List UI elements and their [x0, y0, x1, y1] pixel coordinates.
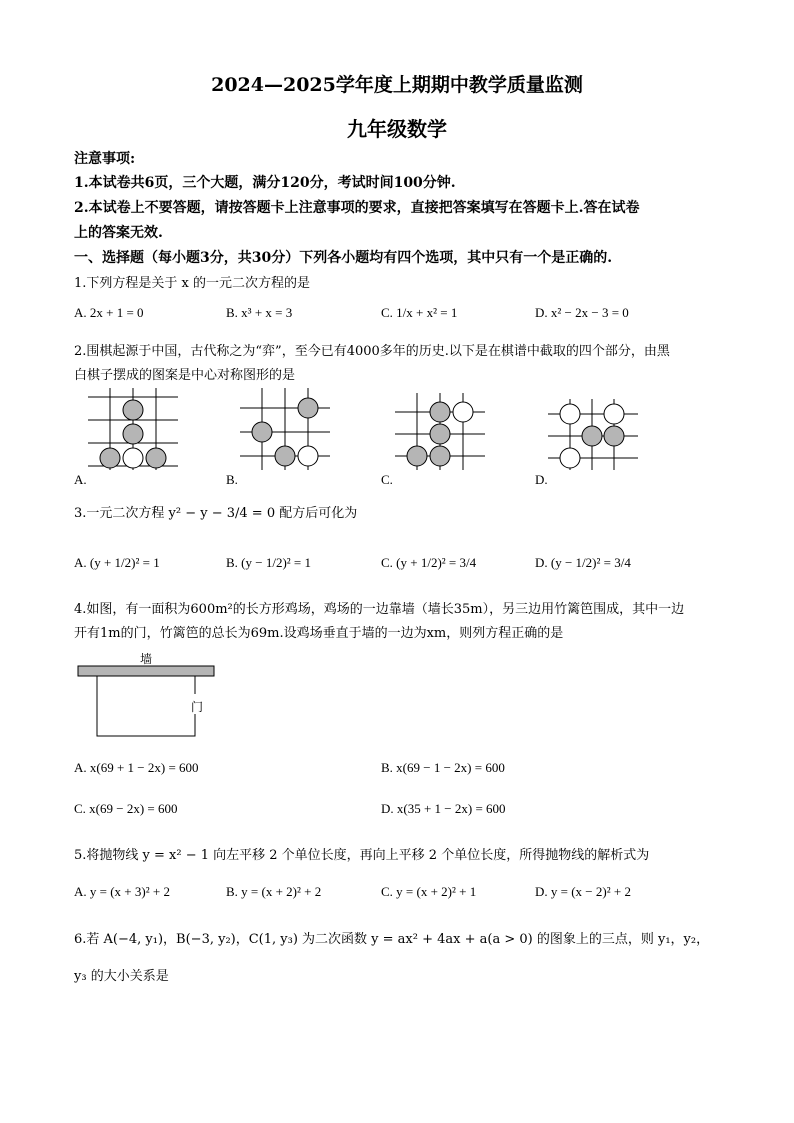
q3-option-b: B. (y − 1/2)² = 1: [226, 555, 312, 570]
q3-option-d: D. (y − 1/2)² = 3/4: [535, 555, 631, 570]
q2-label-c: C.: [381, 472, 393, 487]
q1-option-d: D. x² − 2x − 3 = 0: [535, 305, 629, 320]
notice-item-2-line-2: 上的答案无效.: [74, 225, 163, 241]
q3-stem: 3.一元二次方程 y² − y − 3/4 = 0 配方后可化为: [74, 506, 358, 521]
q3-option-c: C. (y + 1/2)² = 3/4: [381, 555, 477, 570]
go-board-c: [395, 388, 489, 470]
go-board-d: [548, 394, 642, 470]
go-board-b: [240, 388, 334, 470]
q2-stem-line-2: 白棋子摆成的图案是中心对称图形的是: [74, 368, 296, 383]
exam-title: 2024—2025学年度上期期中教学质量监测: [211, 74, 583, 96]
q5-option-d: D. y = (x − 2)² + 2: [535, 884, 631, 899]
q2-stem-line-1: 2.围棋起源于中国，古代称之为“弈”，至今已有4000多年的历史.以下是在棋谱中截取的四个部分，由黑: [74, 344, 670, 359]
section-1-heading: 一、选择题（每小题3分，共30分）下列各小题均有四个选项，其中只有一个是正确的.: [74, 250, 613, 266]
q4-option-b: B. x(69 − 1 − 2x) = 600: [381, 760, 505, 775]
q1-option-b: B. x³ + x = 3: [226, 305, 293, 320]
q5-option-a: A. y = (x + 3)² + 2: [74, 884, 170, 899]
q4-option-a: A. x(69 + 1 − 2x) = 600: [74, 760, 199, 775]
q2-label-d: D.: [535, 472, 548, 487]
exam-subtitle: 九年级数学: [347, 117, 447, 141]
door-label: 门: [191, 700, 204, 714]
q3-option-a: A. (y + 1/2)² = 1: [74, 555, 160, 570]
notice-heading: 注意事项:: [74, 151, 136, 167]
q1-option-c: C. 1/x + x² = 1: [381, 305, 458, 320]
wall-label: 墙: [140, 652, 153, 666]
q2-label-a: A.: [74, 472, 87, 487]
q5-stem: 5.将抛物线 y = x² − 1 向左平移 2 个单位长度，再向上平移 2 个单位长度，所得抛物线的解析式为: [74, 848, 650, 863]
q6-stem-line-2: y₃ 的大小关系是: [74, 969, 169, 984]
q6-stem-line-1: 6.若 A(−4, y₁)，B(−3, y₂)，C(1, y₃) 为二次函数 y = ax² + 4ax + a(a > 0) 的图象上的三点，则 y₁，y₂，: [74, 932, 710, 947]
notice-item-1: 1.本试卷共6页，三个大题，满分120分，考试时间100分钟.: [74, 175, 456, 191]
notice-item-2-line-1: 2.本试卷上不要答题，请按答题卡上注意事项的要求，直接把答案填写在答题卡上.答在试卷: [74, 200, 640, 216]
q4-option-c: C. x(69 − 2x) = 600: [74, 801, 178, 816]
q5-option-b: B. y = (x + 2)² + 2: [226, 884, 322, 899]
q2-label-b: B.: [226, 472, 238, 487]
q4-stem-line-1: 4.如图，有一面积为600m²的长方形鸡场，鸡场的一边靠墙（墙长35m），另三边用竹篱笆围成，其中一边: [74, 602, 685, 617]
q5-option-c: C. y = (x + 2)² + 1: [381, 884, 477, 899]
q4-stem-line-2: 开有1m的门，竹篱笆的总长为69m.设鸡场垂直于墙的一边为xm，则列方程正确的是: [74, 626, 564, 641]
q1-stem: 1.下列方程是关于 x 的一元二次方程的是: [74, 276, 310, 291]
q4-option-d: D. x(35 + 1 − 2x) = 600: [381, 801, 506, 816]
q1-option-a: A. 2x + 1 = 0: [74, 305, 144, 320]
go-board-a: [88, 388, 182, 470]
